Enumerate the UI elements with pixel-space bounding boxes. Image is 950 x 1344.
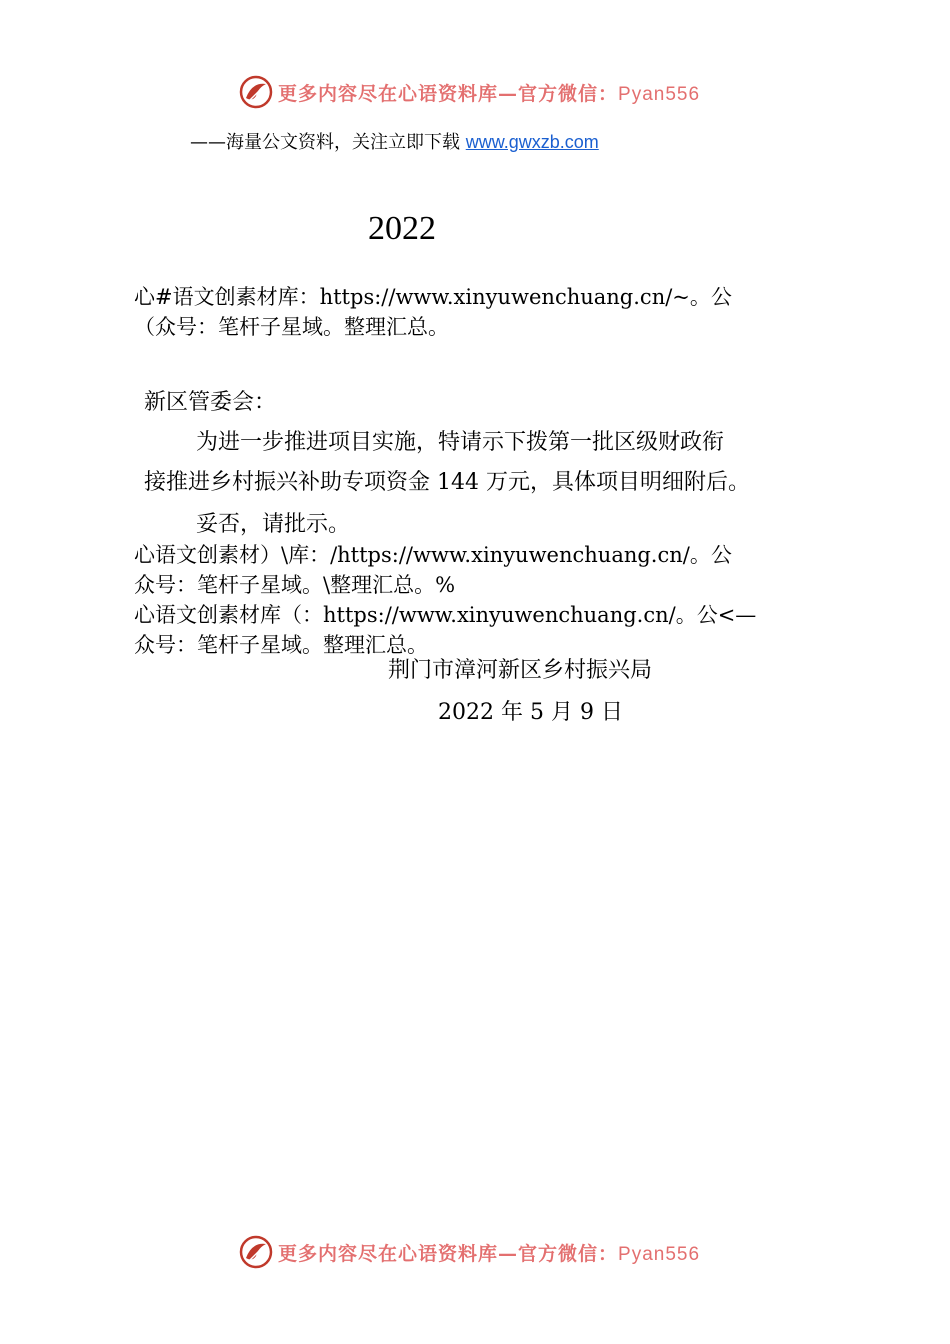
logo-icon bbox=[238, 1234, 274, 1270]
watermark-line: （众号：笔杆子星域。整理汇总。 bbox=[134, 315, 449, 339]
watermark-line: 心语文创素材）\库：/https://www.xinyuwenchuang.cn/。公 bbox=[134, 543, 732, 567]
watermark-line: 心语文创素材库（：https://www.xinyuwenchuang.cn/。公<— bbox=[134, 603, 757, 627]
notice-text: ——海量公文资料，关注立即下载 bbox=[190, 132, 466, 153]
watermark-line: 众号：笔杆子星域。整理汇总。 bbox=[134, 633, 428, 657]
footer-banner bbox=[238, 1232, 758, 1272]
signature-date: 2022 年 5 月 9 日 bbox=[438, 700, 623, 725]
header-banner bbox=[238, 72, 758, 112]
closing-request: 妥否，请批示。 bbox=[196, 512, 351, 537]
logo-icon bbox=[238, 74, 274, 110]
signature-organization: 荆门市漳河新区乡村振兴局 bbox=[388, 658, 653, 683]
watermark-line: 心#语文创素材库：https://www.xinyuwenchuang.cn/~。公 bbox=[134, 285, 732, 309]
body-paragraph-line: 接推进乡村振兴补助专项资金 144 万元，具体项目明细附后。 bbox=[144, 470, 750, 495]
watermark-line: 众号：笔杆子星域。\整理汇总。% bbox=[134, 573, 456, 597]
body-paragraph-line: 为进一步推进项目实施，特请示下拨第一批区级财政衔 bbox=[196, 430, 725, 455]
banner-text: 更多内容尽在心语资料库—官方微信：Pyan556 bbox=[278, 1242, 701, 1265]
document-title: 2022 bbox=[368, 210, 436, 247]
download-link[interactable]: www.gwxzb.com bbox=[465, 132, 599, 152]
banner-text: 更多内容尽在心语资料库—官方微信：Pyan556 bbox=[278, 82, 701, 105]
addressee: 新区管委会： bbox=[144, 390, 277, 415]
download-notice bbox=[190, 128, 599, 154]
